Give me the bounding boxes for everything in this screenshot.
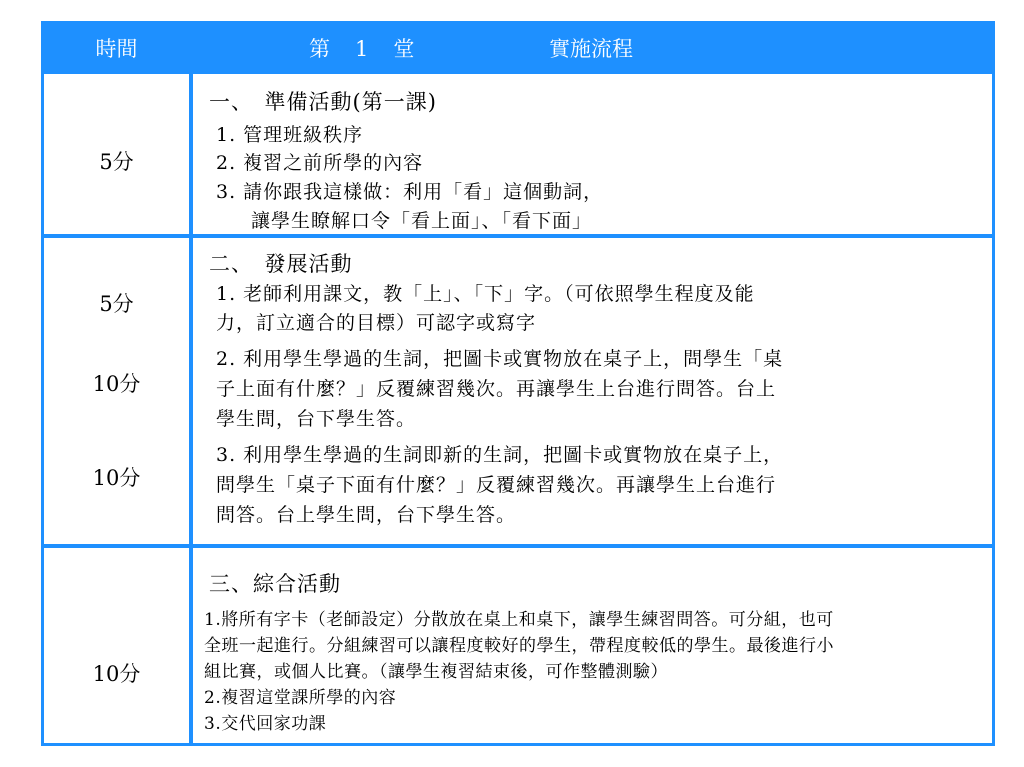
section3-heading: 三、綜合活動 — [209, 572, 341, 596]
section3-item-3: 3.交代回家功課 — [204, 714, 327, 734]
lesson-plan-table — [41, 21, 995, 746]
section2-item2-line3: 學生問，台下學生答。 — [216, 408, 417, 430]
section3-item-2: 2.複習這堂課所學的內容 — [204, 688, 397, 708]
section2-item3-line2: 問學生「桌子下面有什麼？」反覆練習幾次。再讓學生上台進行 — [216, 474, 777, 496]
section1-item-1: 1. 管理班級秩序 — [216, 124, 364, 146]
header-lesson-title: 第 1 堂 — [309, 37, 417, 61]
header-time-label: 時間 — [95, 37, 138, 61]
section2-item2-line1: 2. 利用學生學過的生詞，把圖卡或實物放在桌子上，問學生「桌 — [216, 348, 784, 370]
section2-time-2: 10分 — [92, 372, 141, 396]
table-header — [44, 24, 992, 74]
section1-item-2: 2. 複習之前所學的內容 — [216, 152, 424, 174]
header-flow-label: 實施流程 — [549, 37, 633, 61]
section3-item1-line3: 組比賽，或個人比賽。（讓學生複習結束後，可作整體測驗） — [204, 662, 668, 682]
section1-item-3-cont: 讓學生瞭解口令「看上面」、「看下面」 — [251, 210, 593, 232]
row-divider-2 — [44, 544, 992, 548]
section2-item3-line3: 問答。台上學生問，台下學生答。 — [216, 504, 517, 526]
section2-item2-line2: 子上面有什麼？」反覆練習幾次。再讓學生上台進行問答。台上 — [216, 378, 777, 400]
section2-time-1: 5分 — [99, 292, 134, 316]
row-divider-1 — [44, 234, 992, 238]
section2-heading: 二、 發展活動 — [209, 252, 353, 276]
column-divider — [189, 74, 193, 743]
section3-item1-line1: 1.將所有字卡（老師設定）分散放在桌上和桌下，讓學生練習問答。可分組，也可 — [204, 610, 834, 630]
section2-item1-line1: 1. 老師利用課文，教「上」、「下」字。（可依照學生程度及能 — [216, 283, 755, 305]
section2-item3-line1: 3. 利用學生學過的生詞即新的生詞，把圖卡或實物放在桌子上， — [216, 444, 784, 466]
section1-item-3: 3. 請你跟我這樣做：利用「看」這個動詞， — [216, 181, 604, 203]
section1-time: 5分 — [99, 150, 134, 174]
section1-heading: 一、 準備活動(第一課) — [209, 90, 437, 114]
section2-time-3: 10分 — [92, 466, 141, 490]
section3-item1-line2: 全班一起進行。分組練習可以讓程度較好的學生，帶程度較低的學生。最後進行小 — [204, 636, 834, 656]
section2-item1-line2: 力，訂立適合的目標）可認字或寫字 — [216, 312, 537, 334]
section3-time: 10分 — [92, 662, 141, 686]
